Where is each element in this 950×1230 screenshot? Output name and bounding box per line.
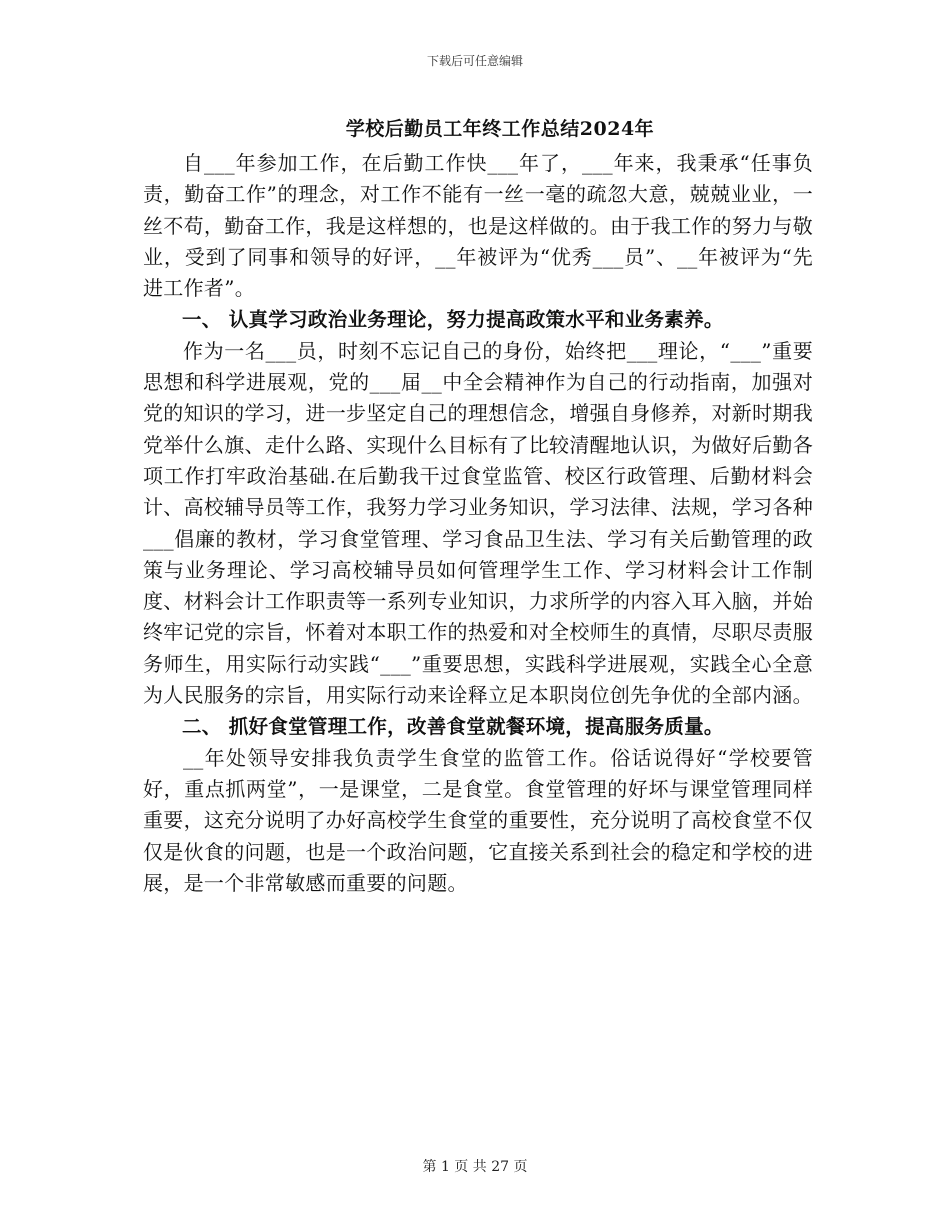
section-1-heading: 一、 认真学习政治业务理论，努力提高政策水平和业务素养。 [182,308,724,332]
document-body [143,148,813,899]
document-title: 学校后勤员工年终工作总结2024年 [345,118,655,140]
intro-paragraph: 自___年参加工作，在后勤工作快___年了，___年来，我秉承“任事负责，勤奋工作”的理念，对工作不能有一丝一毫的疏忽大意，兢兢业业，一丝不苟，勤奋工作，我是这样想的，也是这样做的。由于我工作的努力与敬业，受到了同事和领导的好评，__年被评为“优秀___员”、__年被评为“先进工作者”。 [143,151,813,301]
page-number: 第 1 页 共 27 页 [422,1159,528,1175]
section-2-heading: 二、 抓好食堂管理工作，改善食堂就餐环境，提高服务质量。 [182,715,724,739]
section-2-paragraph: __年处领导安排我负责学生食堂的监管工作。俗话说得好“学校要管好，重点抓两堂”，一是课堂，二是食堂。食堂管理的好坏与课堂管理同样重要，这充分说明了办好高校学生食堂的重要性，充分说明了高校食堂不仅仅是伙食的问题，也是一个政治问题，它直接关系到社会的稳定和学校的进展，是一个非常敏感而重要的问题。 [143,745,813,895]
section-1-paragraph: 作为一名___员，时刻不忘记自己的身份，始终把___理论，“___”重要思想和科学进展观，党的___届__中全会精神作为自己的行动指南，加强对党的知识的学习，进一步坚定自己的理想信念，增强自身修养，对新时期我党举什么旗、走什么路、实现什么目标有了比较清醒地认识，为做好后勤各项工作打牢政治基础.在后勤我干过食堂监管、校区行政管理、后勤材料会计、高校辅导员等工作，我努力学习业务知识，学习法律、法规，学习各种___倡廉的教材，学习食堂管理、学习食品卫生法、学习有关后勤管理的政策与业务理论、学习高校辅导员如何管理学生工作、学习材料会计工作制度、材料会计工作职责等一系列专业知识，力求所学的内容入耳入脑，并始终牢记党的宗旨，怀着对本职工作的热爱和对全校师生的真情，尽职尽责服务师生，用实际行动实践“___”重要思想，实践科学进展观，实践全心全意为人民服务的宗旨，用实际行动来诠释立足本职岗位创先争优的全部内涵。 [143,338,813,708]
header-note: 下载后可任意编辑 [426,54,523,68]
